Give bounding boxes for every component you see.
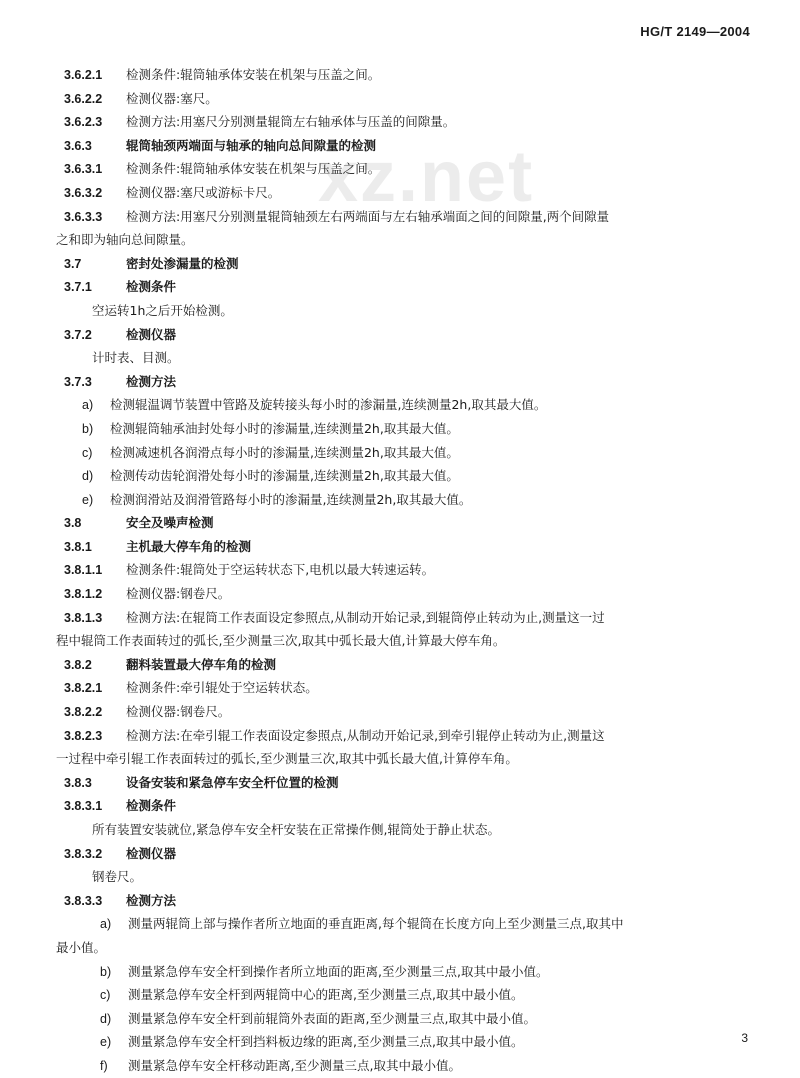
list-item	[64, 912, 754, 936]
item-marker: e)	[100, 1035, 112, 1050]
clause-line	[64, 157, 754, 181]
section-heading	[64, 370, 754, 394]
list-item	[64, 441, 754, 465]
indented-line	[64, 818, 754, 842]
section-heading	[64, 771, 754, 795]
section-heading	[64, 535, 754, 559]
section-heading	[64, 275, 754, 299]
item-text: 检测辊温调节装置中管路及旋转接头每小时的渗漏量,连续测量2h,取其最大值。	[110, 397, 547, 413]
indented-line	[64, 299, 754, 323]
continuation-line	[56, 629, 754, 653]
clause-text: 所有装置安装就位,紧急停车安全杆安装在正常操作侧,辊筒处于静止状态。	[92, 822, 500, 837]
list-item	[64, 960, 754, 984]
heading-text: 翻料装置最大停车角的检测	[126, 656, 277, 672]
indented-line	[64, 865, 754, 889]
heading-text: 检测方法	[126, 892, 177, 908]
document-body	[56, 63, 754, 1078]
watermark: xz.net	[318, 137, 535, 217]
clause-number: 3.7	[64, 256, 82, 271]
list-item	[64, 393, 754, 417]
clause-text: 检测方法:用塞尺分别测量辊筒左右轴承体与压盖的间隙量。	[126, 114, 456, 130]
item-text: 测量紧急停车安全杆到操作者所立地面的距离,至少测量三点,取其中最小值。	[128, 963, 549, 979]
heading-text: 检测方法	[126, 373, 177, 389]
item-marker: d)	[100, 1011, 112, 1026]
clause-text: 计时表、目测。	[92, 350, 180, 366]
section-heading	[64, 889, 754, 913]
heading-text: 检测仪器	[126, 326, 177, 342]
clause-number: 3.8	[64, 516, 82, 531]
clause-number: 3.8.2.1	[64, 681, 103, 696]
list-item	[64, 1030, 754, 1054]
clause-number: 3.8.3.2	[64, 846, 103, 861]
heading-text: 检测条件	[126, 279, 177, 295]
clause-line	[64, 181, 754, 205]
clause-line	[64, 582, 754, 606]
continuation-line	[56, 228, 754, 252]
clause-number: 3.8.2.2	[64, 705, 103, 720]
page-number: 3	[741, 1031, 748, 1045]
clause-text: 检测方法:在牵引辊工作表面设定参照点,从制动开始记录,到牵引辊停止转动为止,测量这	[126, 727, 605, 743]
item-text: 检测润滑站及润滑管路每小时的渗漏量,连续测量2h,取其最大值。	[110, 491, 472, 507]
clause-number: 3.8.3.3	[64, 893, 103, 908]
clause-number: 3.8.3.1	[64, 799, 103, 814]
clause-number: 3.8.1.1	[64, 563, 103, 578]
clause-number: 3.7.3	[64, 374, 92, 389]
clause-text: 之和即为轴向总间隙量。	[56, 232, 194, 248]
clause-number: 3.7.1	[64, 280, 92, 295]
clause-text: 检测仪器:塞尺或游标卡尺。	[126, 184, 281, 200]
clause-text: 检测条件:辊筒轴承体安装在机架与压盖之间。	[126, 161, 381, 177]
document-code: HG/T 2149—2004	[640, 24, 750, 39]
clause-line	[64, 676, 754, 700]
clause-number: 3.6.3	[64, 138, 92, 153]
clause-number: 3.8.1.2	[64, 587, 103, 602]
section-heading	[64, 511, 754, 535]
item-text: 检测辊筒轴承油封处每小时的渗漏量,连续测量2h,取其最大值。	[110, 420, 459, 436]
clause-line	[64, 205, 754, 229]
section-heading	[64, 323, 754, 347]
continuation-line	[56, 747, 754, 771]
clause-text: 检测条件:辊筒处于空运转状态下,电机以最大转速运转。	[126, 562, 435, 578]
heading-text: 安全及噪声检测	[126, 515, 214, 531]
heading-text: 主机最大停车角的检测	[126, 538, 252, 554]
clause-number: 3.8.2.3	[64, 728, 103, 743]
clause-text: 检测仪器:钢卷尺。	[126, 704, 231, 720]
clause-text: 检测方法:在辊筒工作表面设定参照点,从制动开始记录,到辊筒停止转动为止,测量这一过	[126, 609, 605, 625]
item-text: 测量紧急停车安全杆到挡料板边缘的距离,至少测量三点,取其中最小值。	[128, 1034, 524, 1050]
clause-number: 3.8.3	[64, 775, 92, 790]
item-marker: c)	[100, 988, 111, 1003]
item-marker: b)	[82, 421, 94, 436]
item-marker: d)	[82, 469, 94, 484]
heading-text: 检测条件	[126, 798, 177, 814]
item-text: 检测传动齿轮润滑处每小时的渗漏量,连续测量2h,取其最大值。	[110, 468, 459, 484]
heading-text: 检测仪器	[126, 845, 177, 861]
clause-number: 3.6.3.3	[64, 209, 103, 224]
heading-text: 设备安装和紧急停车安全杆位置的检测	[126, 774, 339, 790]
item-marker: b)	[100, 964, 112, 979]
continuation-line	[56, 936, 754, 960]
clause-line	[64, 700, 754, 724]
heading-text: 密封处渗漏量的检测	[126, 255, 239, 271]
list-item	[64, 464, 754, 488]
clause-line	[64, 63, 754, 87]
item-marker: a)	[100, 917, 112, 932]
list-item	[64, 417, 754, 441]
clause-number: 3.8.2	[64, 657, 92, 672]
clause-number: 3.6.3.1	[64, 162, 103, 177]
clause-text: 检测仪器:塞尺。	[126, 90, 218, 106]
clause-line	[64, 724, 754, 748]
clause-line	[64, 558, 754, 582]
heading-text: 辊筒轴颈两端面与轴承的轴向总间隙量的检测	[126, 137, 377, 153]
item-text: 检测减速机各润滑点每小时的渗漏量,连续测量2h,取其最大值。	[110, 444, 459, 460]
clause-number: 3.6.2.1	[64, 68, 103, 82]
section-heading	[64, 252, 754, 276]
section-heading	[64, 653, 754, 677]
list-item	[64, 983, 754, 1007]
clause-number: 3.6.2.3	[64, 115, 103, 130]
list-item	[64, 1054, 754, 1078]
item-marker: e)	[82, 492, 94, 507]
item-text: 测量紧急停车安全杆到前辊筒外表面的距离,至少测量三点,取其中最小值。	[128, 1010, 536, 1026]
clause-line	[64, 606, 754, 630]
item-marker: f)	[100, 1058, 108, 1073]
clause-text: 检测条件:辊筒轴承体安装在机架与压盖之间。	[126, 67, 381, 82]
clause-number: 3.8.1.3	[64, 610, 103, 625]
item-text: 测量紧急停车安全杆移动距离,至少测量三点,取其中最小值。	[128, 1057, 461, 1073]
clause-text: 空运转1h之后开始检测。	[92, 302, 233, 318]
item-text: 最小值。	[56, 939, 107, 955]
item-text: 测量两辊筒上部与操作者所立地面的垂直距离,每个辊筒在长度方向上至少测量三点,取其中	[128, 916, 624, 932]
section-heading	[64, 794, 754, 818]
item-marker: a)	[82, 398, 94, 413]
clause-line	[64, 110, 754, 134]
clause-number: 3.7.2	[64, 327, 92, 342]
clause-number: 3.8.1	[64, 539, 92, 554]
clause-text: 检测条件:牵引辊处于空运转状态。	[126, 680, 318, 696]
clause-line	[64, 87, 754, 111]
clause-number: 3.6.2.2	[64, 91, 103, 106]
item-marker: c)	[82, 445, 93, 460]
indented-line	[64, 346, 754, 370]
clause-text: 钢卷尺。	[92, 869, 143, 885]
section-heading	[64, 842, 754, 866]
clause-text: 程中辊筒工作表面转过的弧长,至少测量三次,取其中弧长最大值,计算最大停车角。	[56, 633, 506, 649]
clause-number: 3.6.3.2	[64, 185, 103, 200]
item-text: 测量紧急停车安全杆到两辊筒中心的距离,至少测量三点,取其中最小值。	[128, 987, 524, 1003]
list-item	[64, 488, 754, 512]
clause-text: 检测仪器:钢卷尺。	[126, 586, 231, 602]
clause-text: 一过程中牵引辊工作表面转过的弧长,至少测量三次,取其中弧长最大值,计算停车角。	[56, 751, 518, 767]
clause-text: 检测方法:用塞尺分别测量辊筒轴颈左右两端面与左右轴承端面之间的间隙量,两个间隙量	[126, 208, 610, 224]
list-item	[64, 1007, 754, 1031]
section-heading	[64, 134, 754, 158]
